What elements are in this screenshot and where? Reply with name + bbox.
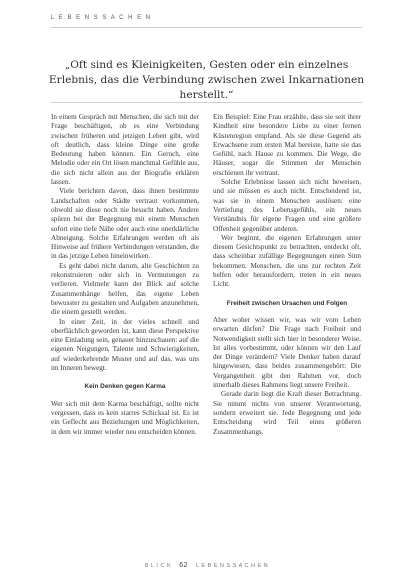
paragraph: Viele berichten davon, dass ihnen bestimmte Landschaften oder Städte vertraut vorkommen, obwohl sie diese noch nie besucht haben. Andere spüren bei der Begegnung mit einem Menschen sofort eine tiefe Nähe oder auch eine unerklärliche Abneigung. Solche Erfahrungen werden oft als Hinweise auf frühere Verbindungen verstanden, die in das jetzige Leben hineinwirken. — [51, 187, 199, 261]
pull-quote: „Oft sind es Kleinigkeiten, Gesten oder ein einzelnes Erlebnis, das die Verbindung zwischen zwei Inkarnationen herstellt.“ — [48, 59, 365, 101]
page-number: 62 — [179, 562, 188, 569]
paragraph: Ein Beispiel: Eine Frau erzählte, dass sie seit ihrer Kindheit eine besondere Liebe zu einer fernen Küstenregion empfand. Als sie diese Gegend als Erwachsene zum ersten Mal bereiste, hatte sie das Gefühl, nach Hause zu kommen. Die Wege, die Häuser, sogar die Stimmen der Menschen erschienen ihr vertraut. — [213, 113, 361, 177]
footer-right-text: L E B E N S S A C H E N — [196, 563, 269, 569]
subheading: Freiheit zwischen Ursachen und Folgen — [226, 299, 348, 307]
paragraph: Solche Erlebnisse lassen sich nicht beweisen, und sie müssen es auch nicht. Entscheidend ist, was sie in einem Menschen auslösen: eine Vertiefung des Lebensgefühls, ein neues Verständnis für eigene Fragen und eine größere Offenheit gegenüber anderen. — [213, 178, 361, 233]
header-rule — [51, 27, 362, 28]
subheading: Kein Denken gegen Karma — [84, 383, 166, 391]
paragraph: In einem Gespräch mit Menschen, die sich mit der Frage beschäftigen, ob es eine Verbindung zwischen früheren und jetzigen Leben gibt, wird oft deutlich, dass kleine Dinge eine große Bedeutung haben können. Ein Geruch, eine Melodie oder ein Ort lösen manchmal Gefühle aus, die sich nicht allein aus der Biografie erklären lassen. — [51, 113, 199, 187]
section-label: L E B E N S S A C H E N — [51, 15, 152, 21]
paragraph: Es geht dabei nicht darum, alte Geschichten zu rekonstruieren oder sich in Vermutungen zu verlieren. Vielmehr kann der Blick auf solche Zusammenhänge helfen, das eigene Leben bewusster zu gestalten und Aufgaben anzunehmen, die einem gestellt werden. — [51, 261, 199, 317]
paragraph: Wer beginnt, die eigenen Erfahrungen unter diesem Gesichtspunkt zu betrachten, entdeckt oft, dass scheinbar zufällige Begegnungen einen Sinn bekommen. Menschen, die uns zur rechten Zeit helfen oder herausfordern, treten in ein neues Licht. — [213, 233, 361, 289]
footer-left-text: B L I C K — [144, 563, 172, 569]
article-column-left — [51, 113, 199, 437]
paragraph: In einer Zeit, in der vieles schnell und oberflächlich geworden ist, kann diese Perspektive eine Einladung sein, genauer hinzuschauen: auf die eigenen Neigungen, Talente und Schwierigkeiten, auf wiederkehrende Muster und auf das, was uns im Inneren bewegt. — [51, 317, 199, 373]
quote-rule — [51, 102, 362, 103]
page-footer — [0, 562, 413, 569]
paragraph: Aber woher wissen wir, was wir vom Leben erwarten dürfen? Die Frage nach Freiheit und Notwendigkeit stellt sich hier in besonderer Weise. Ist alles vorbestimmt, oder können wir den Lauf der Dinge verändern? Viele Denker haben darauf hingewiesen, dass beides zusammengehört: Die Vergangenheit gibt den Rahmen vor, doch innerhalb dieses Rahmens liegt unsere Freiheit. — [213, 315, 361, 390]
paragraph: Wer sich mit dem Karma beschäftigt, sollte nicht vergessen, dass es kein starres Schicksal ist. Es ist ein Geflecht aus Beziehungen und Möglichkeiten, in dem wir immer wieder neu entscheiden können. — [51, 399, 199, 436]
paragraph: Gerade darin liegt die Kraft dieser Betrachtung. Sie nimmt nichts von unserer Verantwortung, sondern erweitert sie. Jede Begegnung und jede Entscheidung wird Teil eines größeren Zusammenhangs. — [213, 390, 361, 436]
article-column-right — [213, 113, 361, 437]
